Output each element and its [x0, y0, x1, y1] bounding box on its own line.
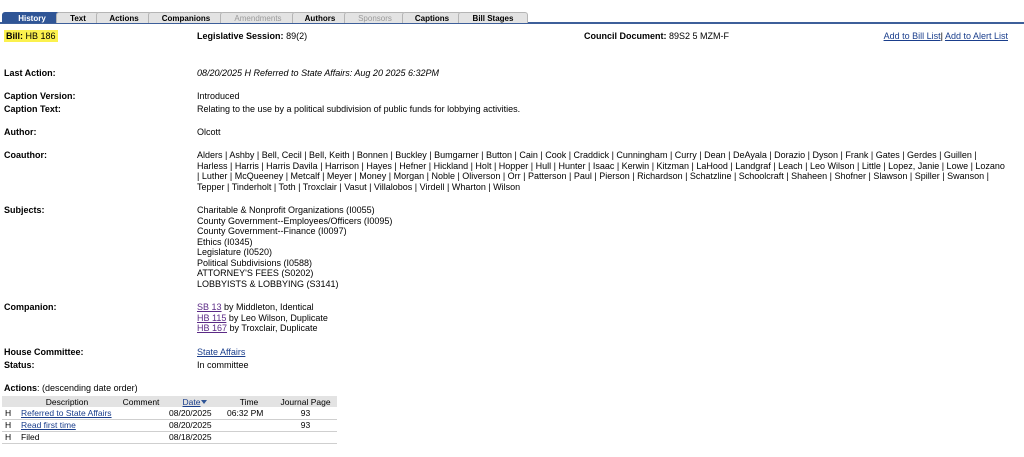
session-value: 89(2)	[286, 31, 308, 41]
row-comment	[116, 419, 166, 431]
row-journal-page: 93	[274, 419, 337, 431]
companion-list	[197, 302, 328, 334]
row-chamber: H	[2, 407, 18, 419]
row-date: 08/18/2025	[166, 431, 224, 443]
row-time	[224, 431, 274, 443]
status-label: Status:	[4, 360, 35, 370]
row-description	[18, 419, 116, 431]
row-time: 06:32 PM	[224, 407, 274, 419]
companion-bill-link[interactable]: SB 13	[197, 302, 222, 312]
subject-item: Ethics (I0345)	[197, 236, 253, 247]
row-chamber: H	[2, 431, 18, 443]
tab-sponsors: Sponsors	[344, 12, 406, 23]
add-to-bill-list-link[interactable]: Add to Bill List	[883, 31, 941, 41]
author-value: Olcott	[197, 127, 221, 137]
status-value: In committee	[197, 360, 249, 370]
subject-item: LOBBYISTS & LOBBYING (S3141)	[197, 278, 339, 289]
table-row	[2, 431, 337, 443]
actions-header-row	[2, 396, 337, 407]
session-label: Legislative Session:	[197, 31, 284, 41]
companion-desc: by Troxclair, Duplicate	[227, 323, 318, 333]
row-description: Filed	[18, 431, 116, 443]
tab-bill-stages[interactable]: Bill Stages	[458, 12, 528, 23]
actions-heading-rest: : (descending date order)	[37, 383, 138, 393]
caption-version-label: Caption Version:	[4, 91, 76, 101]
council-document	[584, 31, 729, 41]
row-comment	[116, 431, 166, 443]
row-journal-page	[274, 431, 337, 443]
subject-item: ATTORNEY'S FEES (S0202)	[197, 268, 314, 278]
legislative-session	[197, 31, 307, 41]
caption-version-value: Introduced	[197, 91, 240, 101]
row-chamber: H	[2, 419, 18, 431]
column-header-comment: Comment	[116, 396, 166, 407]
add-to-alert-list-link[interactable]: Add to Alert List	[944, 31, 1008, 41]
subjects-label: Subjects:	[4, 205, 45, 215]
bill-id-badge	[4, 30, 58, 42]
author-label: Author:	[4, 127, 37, 137]
caption-text-label: Caption Text:	[4, 104, 61, 114]
companion-label: Companion:	[4, 302, 57, 312]
last-action-value: 08/20/2025 H Referred to State Affairs: Aug 20 2025 6:32PM	[197, 68, 439, 78]
row-date: 08/20/2025	[166, 419, 224, 431]
link-separator: |	[940, 31, 943, 41]
row-date: 08/20/2025	[166, 407, 224, 419]
list-links	[884, 31, 1008, 41]
subject-item: Legislature (I0520)	[197, 247, 273, 257]
caption-text-value: Relating to the use by a political subdivision of public funds for lobbying activities.	[197, 104, 521, 114]
council-label: Council Document:	[584, 31, 667, 41]
actions-table	[2, 396, 337, 444]
row-comment	[116, 407, 166, 419]
subjects-list	[197, 205, 392, 289]
column-header-time: Time	[224, 396, 274, 407]
coauthor-list: Alders | Ashby | Bell, Cecil | Bell, Keith | Bonnen | Buckley | Bumgarner | Button | Cain | Cook | Craddick | Cunningham | Curry | Dean | DeAyala | Dorazio | Dyson | Frank | Gates | Gerdes | Guillen | Harless | Harris | Harris Davila | Harrison | Hayes | Hefner | Hickland | Holt | Hopper | Hull | Hunter | Isaac | Kerwin | Kitzman | LaHood | Landgraf | Leach | Leo Wilson | Little | Lopez, Janie | Lowe | Lozano | Luther | McQueeney | Metcalf | Meyer | Money | Morgan | Noble | Oliverson | Orr | Patterson | Paul | Pierson | Richardson | Schatzline | Schoolcraft | Shaheen | Shofner | Slawson | Spiller | Swanson | Tepper | Tinderholt | Toth | Troxclair | Vasut | Villalobos | Virdell | Wharton | Wilson	[197, 150, 1005, 192]
last-action-label: Last Action:	[4, 68, 56, 78]
companion-item	[197, 323, 328, 334]
council-value: 89S2 5 MZM-F	[669, 31, 730, 41]
coauthor-label: Coauthor:	[4, 150, 47, 160]
table-row	[2, 419, 337, 431]
tab-actions[interactable]: Actions	[96, 12, 152, 23]
tab-companions[interactable]: Companions	[148, 12, 224, 23]
companion-bill-link[interactable]: HB 167	[197, 323, 228, 333]
actions-heading	[4, 383, 138, 393]
tab-captions[interactable]: Captions	[402, 12, 462, 23]
subject-item: County Government--Employees/Officers (I0095)	[197, 215, 393, 226]
bill-label: Bill:	[6, 31, 23, 41]
column-header-journal-page: Journal Page	[274, 396, 337, 407]
row-description	[18, 407, 116, 419]
actions-heading-bold: Actions	[4, 383, 38, 393]
companion-bill-link[interactable]: HB 115	[197, 312, 227, 323]
table-row	[2, 407, 337, 419]
tab-history[interactable]: History	[2, 12, 62, 23]
house-committee-link[interactable]: State Affairs	[197, 347, 246, 357]
tab-authors[interactable]: Authors	[292, 12, 348, 23]
tab-amendments: Amendments	[220, 12, 296, 23]
bill-value: HB 186	[25, 31, 56, 41]
action-link[interactable]: Read first time	[21, 420, 76, 430]
column-header-description: Description	[18, 396, 116, 407]
column-header-date[interactable]	[166, 396, 224, 407]
subject-item: County Government--Finance (I0097)	[197, 226, 347, 236]
action-link[interactable]: Referred to State Affairs	[21, 407, 112, 418]
subject-item: Political Subdivisions (I0588)	[197, 257, 313, 268]
chamber-column-header	[2, 396, 18, 407]
row-journal-page: 93	[274, 407, 337, 419]
companion-desc: by Middleton, Identical	[221, 302, 314, 312]
sort-descending-icon	[201, 400, 207, 404]
subject-item: Charitable & Nonprofit Organizations (I0055)	[197, 205, 375, 215]
row-time	[224, 419, 274, 431]
companion-item	[197, 313, 328, 324]
date-sort-link[interactable]: Date	[182, 396, 201, 407]
companion-item	[197, 302, 328, 313]
companion-desc: by Leo Wilson, Duplicate	[226, 312, 328, 323]
tab-text[interactable]: Text	[56, 12, 100, 23]
house-committee-label: House Committee:	[4, 347, 84, 357]
